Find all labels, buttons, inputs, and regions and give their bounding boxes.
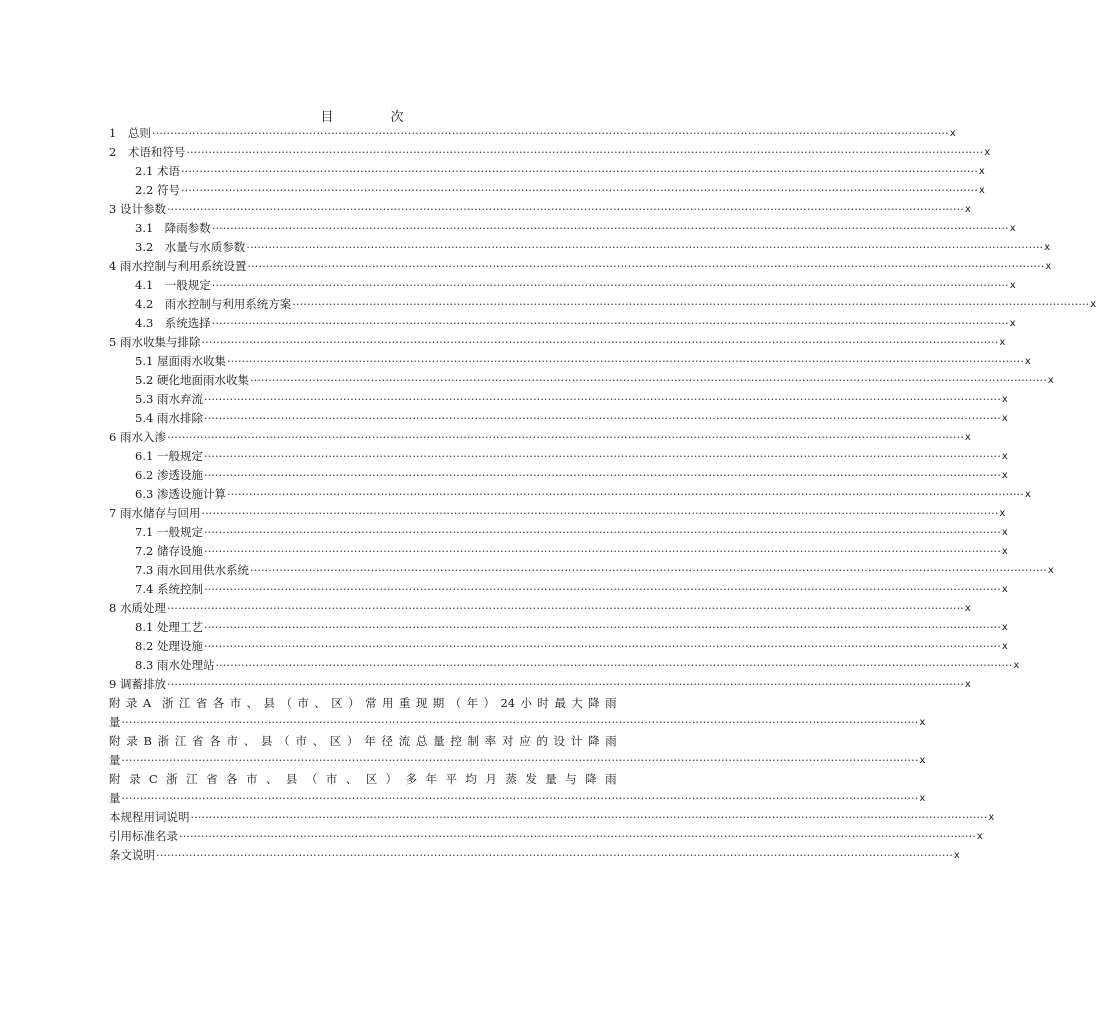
toc-appendix-char: C (148, 772, 158, 786)
toc-appendix-char: 对 (501, 734, 514, 748)
toc-entry-label: 量 (109, 791, 121, 805)
toc-appendix-char: 区 (365, 772, 378, 786)
toc-appendix-char: 、 (312, 734, 325, 748)
toc-appendix-char: 江 (186, 772, 198, 786)
toc-appendix-char: 月 (485, 772, 497, 786)
toc-leader-dots: ·························································································································································································································· (215, 658, 1013, 672)
toc-entry-label: 5 雨水收集与排除 (109, 335, 201, 349)
toc-appendix-char: （ (278, 734, 290, 748)
toc-entry[interactable] (109, 181, 985, 200)
toc-appendix-char: 江 (174, 734, 187, 748)
toc-appendix-char: 流 (398, 734, 411, 748)
toc-appendix-char: ） (385, 772, 398, 786)
toc-entry[interactable] (109, 846, 960, 865)
toc-leader-dots: ·························································································································································································································· (203, 411, 1001, 425)
toc-entry-label: 7 雨水储存与回用 (109, 506, 201, 520)
toc-leader-dots: ·························································································································································································································· (203, 392, 1001, 406)
toc-leader-dots: ·························································································································································································································· (249, 373, 1047, 387)
toc-leader-dots: ·························································································································································································································· (203, 544, 1001, 558)
toc-appendix-char: 计 (570, 734, 583, 748)
toc-entry[interactable] (109, 789, 926, 808)
toc-appendix-char: 均 (465, 772, 477, 786)
toc-appendix-char: ） (348, 696, 360, 710)
toc-entry[interactable] (109, 276, 1016, 295)
toc-entry[interactable] (109, 580, 1008, 599)
toc-leader-dots: ·························································································································································································································· (151, 126, 949, 140)
toc-leader-dots: ·························································································································································································································· (166, 601, 964, 615)
toc-entry-label: 3 设计参数 (109, 202, 166, 216)
toc-page-number: x (976, 831, 983, 842)
toc-leader-dots: ·························································································································································································································· (121, 715, 919, 729)
toc-page-number: x (1024, 356, 1031, 367)
toc-page-number: x (1047, 375, 1054, 386)
toc-entry-label: 本规程用词说明 (109, 810, 190, 824)
toc-entry[interactable] (109, 333, 1006, 352)
toc-page-number: x (978, 185, 985, 196)
toc-leader-dots: ·························································································································································································································· (203, 639, 1001, 653)
toc-appendix-char: 、 (314, 696, 326, 710)
toc-page-number: x (964, 204, 971, 215)
toc-page-number: x (1045, 261, 1052, 272)
toc-page-number: x (949, 128, 956, 139)
toc-appendix-char: 雨 (605, 772, 617, 786)
toc-page-number: x (999, 508, 1006, 519)
toc-entry-label: 量 (109, 715, 121, 729)
toc-entry[interactable] (109, 124, 956, 143)
toc-entry-label: 4.3 系统选择 (135, 316, 211, 330)
toc-appendix-char: 控 (450, 734, 462, 748)
toc-appendix-char: 区 (329, 734, 342, 748)
toc-appendix-char: 量 (545, 772, 557, 786)
toc-leader-dots: ·························································································································································································································· (249, 563, 1047, 577)
toc-entry[interactable] (109, 504, 1006, 523)
toc-leader-dots: ·························································································································································································································· (203, 582, 1001, 596)
toc-appendix-char: （ (280, 696, 292, 710)
toc-page-number: x (964, 432, 971, 443)
toc-entry[interactable] (109, 466, 1008, 485)
toc-page-number: x (953, 850, 960, 861)
toc-appendix-char: 县 (285, 772, 298, 786)
toc-entry-label: 5.1 屋面雨水收集 (135, 354, 226, 368)
toc-entry[interactable] (109, 428, 971, 447)
toc-entry[interactable] (109, 618, 1008, 637)
toc-appendix-char: 各 (209, 734, 221, 748)
toc-page-number: x (999, 337, 1006, 348)
toc-appendix-char: 降 (588, 696, 600, 710)
toc-appendix-char: 浙 (162, 696, 174, 710)
toc-entry-label: 9 调蓄排放 (109, 677, 166, 691)
toc-leader-dots: ·························································································································································································································· (166, 430, 964, 444)
toc-appendix-char: 各 (226, 772, 238, 786)
toc-appendix-char: 蒸 (505, 772, 517, 786)
toc-appendix-char: 降 (588, 734, 600, 748)
toc-entry[interactable] (109, 314, 1016, 333)
toc-appendix-char: 小 (520, 696, 532, 710)
toc-appendix-char: 与 (565, 772, 577, 786)
toc-entry-label: 8 水质处理 (109, 601, 166, 615)
toc-page-number: x (984, 147, 991, 158)
toc-leader-dots: ·························································································································································································································· (180, 183, 978, 197)
toc-entry-label: 5.4 雨水排除 (135, 411, 203, 425)
toc-appendix-char: 县 (260, 734, 273, 748)
toc-entry-label: 2.1 术语 (135, 164, 180, 178)
toc-entry-label: 1 总则 (109, 126, 151, 140)
toc-entry[interactable] (109, 371, 1054, 390)
toc-entry-label: 7.3 雨水回用供水系统 (135, 563, 249, 577)
toc-appendix-char: 制 (467, 734, 480, 748)
toc-appendix-title-line (109, 770, 617, 789)
toc-appendix-char: （ (449, 696, 462, 710)
toc-leader-dots: ·························································································································································································································· (121, 791, 919, 805)
toc-entry-label: 6.2 渗透设施 (135, 468, 203, 482)
toc-appendix-char: 省 (195, 696, 208, 710)
toc-appendix-char: 现 (415, 696, 428, 710)
toc-leader-dots: ·························································································································································································································· (201, 335, 999, 349)
table-of-contents (109, 124, 1096, 865)
toc-entry-label: 8.3 雨水处理站 (135, 658, 215, 672)
toc-appendix-title-line (109, 694, 617, 713)
toc-entry-label: 5.2 硬化地面雨水收集 (135, 373, 249, 387)
toc-entry-label: 6.1 一般规定 (135, 449, 203, 463)
toc-entry[interactable] (109, 637, 1008, 656)
toc-appendix-char: 录 (126, 734, 138, 748)
toc-leader-dots: ·························································································································································································································· (186, 145, 984, 159)
toc-entry-label: 7.1 一般规定 (135, 525, 203, 539)
toc-appendix-char: B (143, 734, 152, 748)
toc-appendix-char: 市 (295, 734, 307, 748)
toc-appendix-char: 市 (226, 734, 238, 748)
toc-appendix-char: 省 (192, 734, 204, 748)
toc-appendix-char: 、 (345, 772, 358, 786)
toc-entry[interactable] (109, 390, 1008, 409)
toc-entry[interactable] (109, 447, 1008, 466)
toc-page-number: x (1009, 318, 1016, 329)
toc-leader-dots: ·························································································································································································································· (226, 487, 1024, 501)
toc-entry-label: 引用标准名录 (109, 829, 178, 843)
toc-page-number: x (1044, 242, 1051, 253)
toc-page-number: x (1001, 641, 1008, 652)
toc-entry[interactable] (109, 599, 971, 618)
toc-appendix-char: 各 (212, 696, 225, 710)
toc-entry[interactable] (109, 352, 1031, 371)
toc-appendix-char: 、 (265, 772, 278, 786)
toc-appendix-char: 的 (536, 734, 548, 748)
toc-page-number: x (1013, 660, 1020, 671)
toc-page-number: x (978, 166, 985, 177)
toc-appendix-char: 附 (109, 696, 121, 710)
toc-appendix-char: A (142, 696, 152, 710)
toc-page-number: x (919, 793, 926, 804)
toc-entry[interactable] (109, 143, 991, 162)
toc-entry-label: 6.3 渗透设施计算 (135, 487, 226, 501)
toc-entry-label: 3.2 水量与水质参数 (135, 240, 246, 254)
toc-page-number: x (1001, 584, 1008, 595)
toc-leader-dots: ·························································································································································································································· (292, 297, 1090, 311)
toc-entry[interactable] (109, 162, 985, 181)
toc-entry[interactable] (109, 561, 1054, 580)
toc-appendix-char: 径 (381, 734, 393, 748)
toc-appendix-char: 市 (297, 696, 309, 710)
toc-appendix-char: 市 (229, 696, 242, 710)
toc-entry[interactable] (109, 200, 971, 219)
toc-entry[interactable] (109, 409, 1008, 428)
toc-page-number: x (1024, 489, 1031, 500)
toc-appendix-char: 最 (554, 696, 566, 710)
toc-leader-dots: ·························································································································································································································· (203, 468, 1001, 482)
toc-entry[interactable] (109, 751, 926, 770)
toc-entry-label: 2 术语和符号 (109, 145, 186, 159)
toc-appendix-char: 常 (365, 696, 377, 710)
toc-appendix-char: 录 (125, 696, 138, 710)
toc-appendix-char: 雨 (605, 734, 617, 748)
toc-page-number: x (1001, 413, 1008, 424)
toc-appendix-char: ） (347, 734, 359, 748)
toc-title: 目 次 (320, 110, 426, 125)
toc-entry-label: 7.2 储存设施 (135, 544, 203, 558)
toc-entry-label: 8.1 处理工艺 (135, 620, 203, 634)
toc-entry[interactable] (109, 542, 1008, 561)
toc-entry-label: 7.4 系统控制 (135, 582, 203, 596)
toc-entry[interactable] (109, 238, 1051, 257)
toc-leader-dots: ·························································································································································································································· (180, 164, 978, 178)
toc-appendix-char: 年 (425, 772, 438, 786)
toc-appendix-char: 省 (206, 772, 218, 786)
toc-entry[interactable] (109, 523, 1008, 542)
toc-appendix-char: （ (305, 772, 318, 786)
toc-entry[interactable] (109, 295, 1096, 314)
toc-appendix-char: 年 (364, 734, 376, 748)
toc-entry-label: 4.2 雨水控制与利用系统方案 (135, 297, 292, 311)
toc-appendix-char: ） (483, 696, 496, 710)
toc-entry[interactable] (109, 808, 995, 827)
toc-entry[interactable] (109, 827, 983, 846)
toc-entry-label: 5.3 雨水弃流 (135, 392, 203, 406)
toc-entry-label: 4.1 一般规定 (135, 278, 211, 292)
toc-appendix-char: 平 (445, 772, 458, 786)
toc-page-number: x (964, 603, 971, 614)
toc-appendix-char: 重 (398, 696, 411, 710)
toc-appendix-char: 附 (109, 772, 121, 786)
toc-appendix-char: 录 (128, 772, 141, 786)
toc-appendix-char: 大 (571, 696, 583, 710)
toc-appendix-char: 发 (525, 772, 537, 786)
toc-appendix-char: 时 (537, 696, 549, 710)
toc-appendix-char: 、 (243, 734, 256, 748)
toc-page-number: x (1001, 394, 1008, 405)
toc-appendix-char: 总 (415, 734, 428, 748)
toc-appendix-entry[interactable] (109, 732, 926, 770)
toc-leader-dots: ·························································································································································································································· (190, 810, 988, 824)
toc-entry[interactable] (109, 656, 1020, 675)
toc-entry-label: 4 雨水控制与利用系统设置 (109, 259, 247, 273)
toc-appendix-entry[interactable] (109, 770, 926, 808)
toc-leader-dots: ·························································································································································································································· (211, 278, 1009, 292)
toc-leader-dots: ·························································································································································································································· (247, 259, 1045, 273)
toc-appendix-char: 降 (585, 772, 597, 786)
toc-page-number: x (988, 812, 995, 823)
toc-leader-dots: ·························································································································································································································· (226, 354, 1024, 368)
toc-page-number: x (919, 717, 926, 728)
toc-appendix-char: 市 (245, 772, 258, 786)
toc-appendix-entry[interactable] (109, 694, 926, 732)
toc-appendix-char: 年 (466, 696, 479, 710)
toc-appendix-char: 用 (381, 696, 394, 710)
toc-entry[interactable] (109, 713, 926, 732)
toc-appendix-char: 区 (331, 696, 343, 710)
toc-entry-label: 条文说明 (109, 848, 155, 862)
toc-appendix-char: 设 (553, 734, 566, 748)
toc-entry[interactable] (109, 219, 1016, 238)
toc-appendix-char: 江 (178, 696, 191, 710)
toc-page-number: x (919, 755, 926, 766)
toc-appendix-char: 附 (109, 734, 121, 748)
toc-leader-dots: ·························································································································································································································· (246, 240, 1044, 254)
toc-appendix-title-line (109, 732, 617, 751)
toc-appendix-char: 量 (433, 734, 445, 748)
toc-page-number: x (1090, 299, 1096, 310)
toc-appendix-char: 市 (325, 772, 338, 786)
toc-page-number: x (1001, 546, 1008, 557)
toc-leader-dots: ·························································································································································································································· (121, 753, 919, 767)
toc-appendix-char: 县 (263, 696, 276, 710)
toc-page-number: x (1047, 565, 1054, 576)
toc-leader-dots: ·························································································································································································································· (203, 449, 1001, 463)
toc-entry-label: 3.1 降雨参数 (135, 221, 211, 235)
toc-entry-label: 2.2 符号 (135, 183, 180, 197)
toc-entry[interactable] (109, 485, 1031, 504)
toc-leader-dots: ·························································································································································································································· (166, 677, 964, 691)
toc-leader-dots: ·························································································································································································································· (156, 848, 953, 862)
toc-appendix-char: 浙 (166, 772, 178, 786)
toc-leader-dots: ·························································································································································································································· (203, 525, 1001, 539)
toc-appendix-char: 率 (484, 734, 497, 748)
toc-leader-dots: ·························································································································································································································· (179, 829, 976, 843)
toc-appendix-char: 浙 (157, 734, 170, 748)
toc-leader-dots: ·························································································································································································································· (211, 221, 1009, 235)
toc-page-number: x (1009, 223, 1016, 234)
toc-page-number: x (1001, 622, 1008, 633)
toc-leader-dots: ·························································································································································································································· (201, 506, 999, 520)
toc-entry[interactable] (109, 675, 971, 694)
toc-appendix-char: 多 (405, 772, 418, 786)
toc-leader-dots: ·························································································································································································································· (211, 316, 1009, 330)
toc-leader-dots: ·························································································································································································································· (203, 620, 1001, 634)
toc-appendix-char: 、 (246, 696, 259, 710)
toc-page-number: x (964, 679, 971, 690)
toc-leader-dots: ·························································································································································································································· (166, 202, 964, 216)
toc-entry-label: 量 (109, 753, 121, 767)
toc-appendix-char: 应 (519, 734, 531, 748)
toc-appendix-char: 雨 (605, 696, 617, 710)
toc-page-number: x (1001, 470, 1008, 481)
toc-entry[interactable] (109, 257, 1052, 276)
toc-entry-label: 6 雨水入渗 (109, 430, 166, 444)
toc-entry-label: 8.2 处理设施 (135, 639, 203, 653)
toc-page-number: x (1001, 527, 1008, 538)
toc-appendix-char: 期 (432, 696, 445, 710)
toc-appendix-char: 24 (500, 696, 516, 710)
toc-page-number: x (1009, 280, 1016, 291)
toc-page-number: x (1001, 451, 1008, 462)
